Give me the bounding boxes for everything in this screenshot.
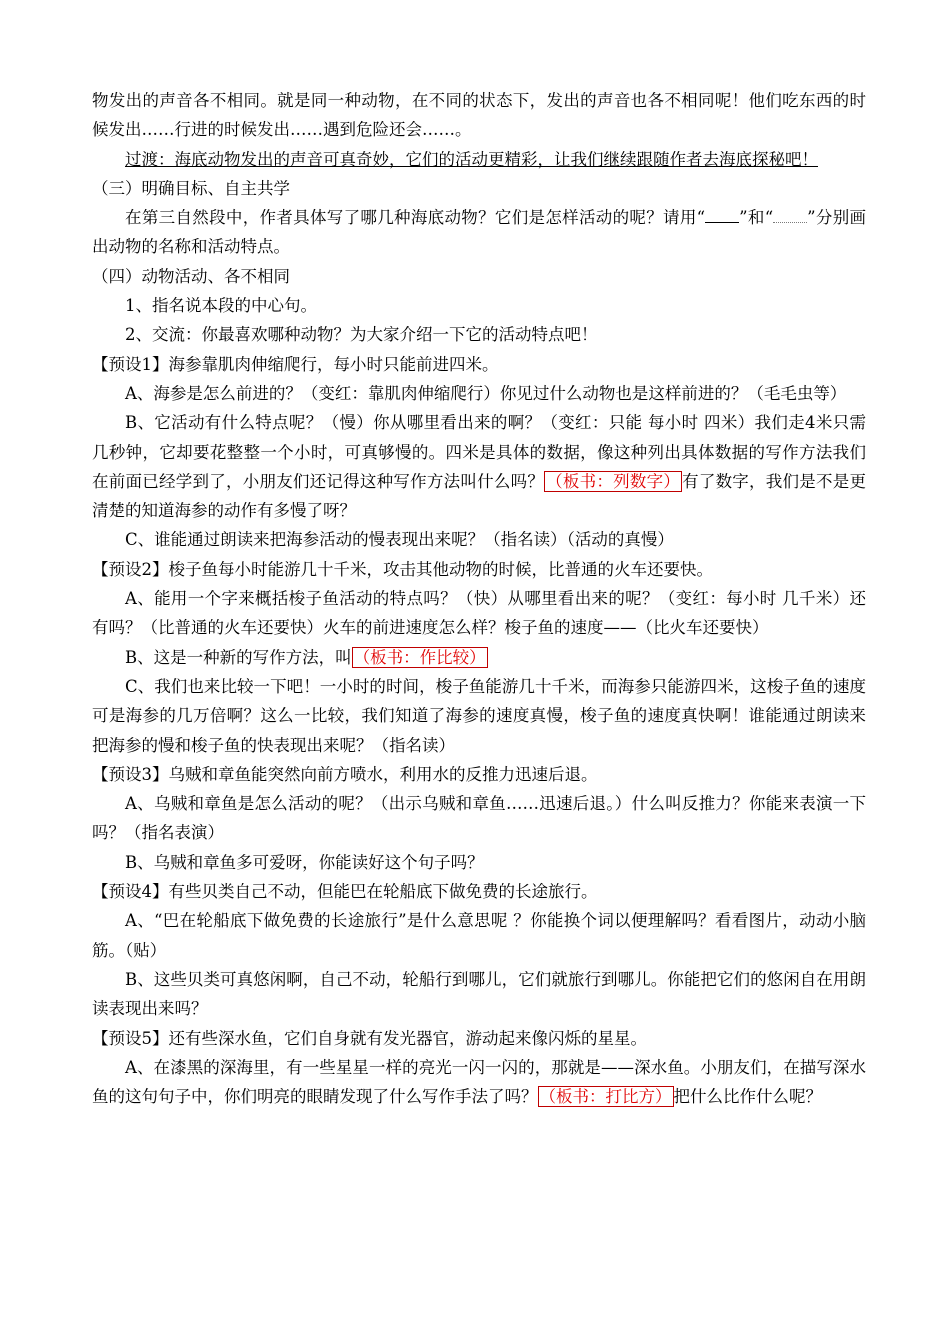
preset-5-heading: 【预设5】还有些深水鱼，它们自身就有发光器官，游动起来像闪烁的星星。 — [92, 1028, 647, 1048]
preset-4-a: A、“巴在轮船底下做免费的长途旅行”是什么意思呢 ？你能换个词以便理解吗？看看图片，动动小脑筋。（贴） — [92, 911, 866, 960]
preset-2-heading: 【预设2】梭子鱼每小时能游几十千米，攻击其他动物的时候，比普通的火车还要快。 — [92, 559, 713, 579]
preset-4-b: B、这些贝类可真悠闲啊，自己不动，轮船行到哪儿，它们就旅行到哪儿。你能把它们的悠闲自在用朗读表现出来吗？ — [92, 969, 866, 1019]
preset-5-a: A、在漆黑的深海里，有一些星星一样的亮光一闪一闪的，那就是——深水鱼。小朋友们，在描写深水鱼的这句句子中，你们明亮的眼睛发现了什么写作手法了吗？ （板书：打比方） 把什么比作什么呢？ — [92, 1057, 866, 1107]
preset-4-heading: 【预设4】有些贝类自己不动，但能巴在轮船底下做免费的长途旅行。 — [92, 882, 598, 902]
step-2: 2、交流：你最喜欢哪种动物？为大家介绍一下它的活动特点吧！ — [125, 325, 598, 345]
preset-2-b: B、这是一种新的写作方法，叫 （板书：作比较） — [125, 647, 486, 667]
board-note-comparison: （板书：作比较） — [353, 647, 486, 667]
preset-2-a: A、能用一个字来概括梭子鱼活动的特点吗？（快）从哪里看出来的呢？（变红：每小时 几千米）还有吗？（比普通的火车还要快）火车的前进速度怎么样？梭子鱼的速度——（比火车还要快） — [92, 589, 866, 638]
section-heading-3: （三）明确目标、自主共学 — [92, 178, 290, 198]
preset-1-b: B、它活动有什么特点呢？（慢）你从哪里看出来的啊？（变红：只能 每小时 四米）我们走4米只需几秒钟，它却要花整整一个小时，可真够慢的。四米是具体的数据，像这种列出具体数据的写作方法我们在前面已经学到了，小朋友们还记得这种写作方法叫什么吗？ （板书：列数字） 有了数字，我们是不是更清楚的知道海参的动作有多慢了呀？ — [92, 413, 867, 521]
transition-sentence: 过渡：海底动物发出的声音可真奇妙，它们的活动更精彩，让我们继续跟随作者去海底探秘吧！ — [125, 149, 818, 169]
paragraph-sound-intro: 物发出的声音各不相同。就是同一种动物，在不同的状态下，发出的声音也各不相同呢！他们吃东西的时候发出……行进的时候发出……遇到危险还会……。 — [92, 91, 866, 140]
preset-3-b: B、乌贼和章鱼多可爱呀，你能读好这个句子吗？ — [125, 852, 484, 872]
section-heading-4: （四）动物活动、各不相同 — [92, 266, 290, 286]
preset-1-c: C、谁能通过朗读来把海参活动的慢表现出来呢？（指名读）（活动的真慢） — [125, 530, 674, 550]
preset-1-heading: 【预设1】海参靠肌肉伸缩爬行，每小时只能前进四米。 — [92, 354, 499, 374]
board-note-list-numbers: （板书：列数字） — [546, 471, 681, 491]
step-1: 1、指名说本段的中心句。 — [125, 296, 317, 316]
straight-underline-mark — [705, 208, 739, 223]
wavy-underline-mark — [773, 208, 807, 223]
preset-2-c: C、我们也来比较一下吧！一小时的时间，梭子鱼能游几十千米，而海参只能游四米，这梭子鱼的速度可是海参的几万倍啊？这么一比较，我们知道了海参的速度真慢，梭子鱼的速度真快啊！谁能通过朗读来把海参的慢和梭子鱼的快表现出来呢？（指名读） — [92, 676, 866, 755]
preset-3-a: A、乌贼和章鱼是怎么活动的呢？（出示乌贼和章鱼……迅速后退。）什么叫反推力？你能来表演一下吗？（指名表演） — [92, 794, 866, 843]
board-note-metaphor: （板书：打比方） — [539, 1087, 672, 1107]
preset-1-a: A、海参是怎么前进的？（变红：靠肌肉伸缩爬行）你见过什么动物也是这样前进的？（毛毛虫等） — [125, 383, 847, 403]
preset-3-heading: 【预设3】乌贼和章鱼能突然向前方喷水，利用水的反推力迅速后退。 — [92, 764, 598, 784]
task-instruction: 在第三自然段中，作者具体写了哪几种海底动物？它们是怎样活动的呢？请用“ ”和“ ”分别画出动物的名称和活动特点。 — [92, 208, 867, 257]
